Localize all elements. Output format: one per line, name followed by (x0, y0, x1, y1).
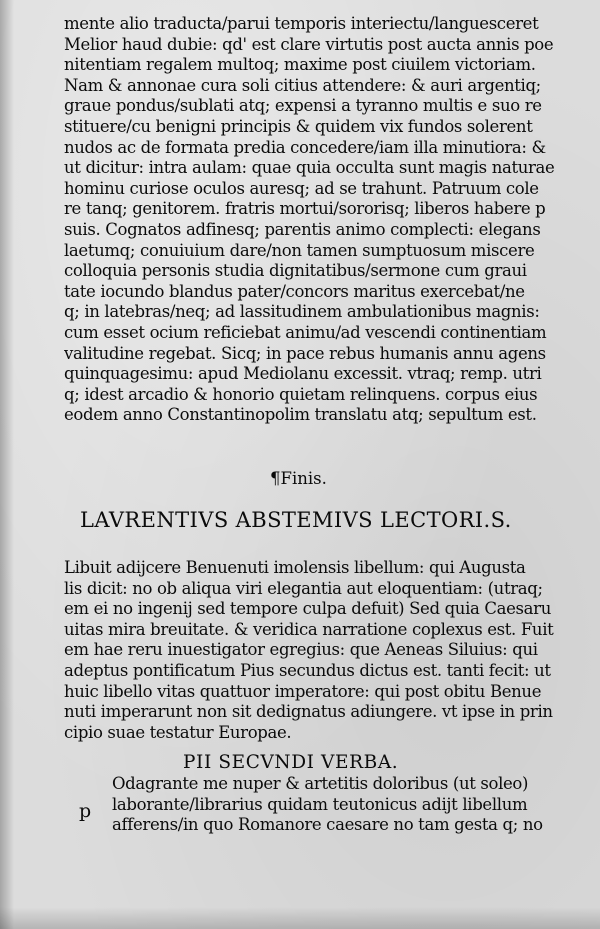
text-line: lis dicit: no ob aliqua viri elegantia aut eloquentiam: (utraq; (64, 578, 543, 598)
guide-letter: p (79, 800, 92, 822)
text-line: nudos ac de formata predia concedere/iam illa minutiora: & (64, 137, 546, 157)
text-line: Nam & annonae cura soli citius attendere: & auri argentiq; (64, 75, 541, 95)
text-line: q; idest arcadio & honorio quietam relinquens. corpus eius (64, 384, 538, 404)
text-line: cipio suae testatur Europae. (64, 722, 292, 742)
verba-text-block (112, 774, 574, 836)
text-line: em ei no ingenij sed tempore culpa defuit) Sed quia Caesaru (64, 599, 551, 619)
preface-text-block (64, 558, 574, 743)
text-line: stituere/cu benigni principis & quidem vix fundos solerent (64, 116, 533, 136)
page-bottom-shadow (0, 907, 600, 929)
text-line: laborante/librarius quidam teutonicus adijt libellum (112, 794, 528, 814)
text-line: graue pondus/sublati atq; expensi a tyranno multis e suo re (64, 96, 542, 116)
text-line: quinquagesimu: apud Mediolanu excessit. vtraq; remp. utri (64, 364, 542, 384)
text-line: huic libello vitas quattuor imperatore: qui post obitu Benue (64, 681, 542, 701)
finis-mark: ¶Finis. (270, 469, 327, 488)
text-line: uitas mira breuitate. & veridica narratione coplexus est. Fuit (64, 619, 554, 639)
text-line: eodem anno Constantinopolim translatu atq; sepultum est. (64, 405, 537, 425)
text-line: Melior haud dubie: qd' est clare virtutis post aucta annis poe (64, 34, 554, 54)
text-line: valitudine regebat. Sicq; in pace rebus humanis annu agens (64, 343, 546, 363)
page-edge-shadow (0, 0, 14, 929)
text-line: em hae reru inuestigator egregius: que Aeneas Siluius: qui (64, 640, 538, 660)
text-line: suis. Cognatos adfinesq; parentis animo complecti: elegans (64, 219, 541, 239)
text-line: Libuit adijcere Benuenuti imolensis libellum: qui Augusta (64, 558, 526, 577)
text-line: nitentiam regalem multoq; maxime post ciuilem victoriam. (64, 55, 536, 75)
text-line: q; in latebras/neq; ad lassitudinem ambulationibus magnis: (64, 302, 540, 322)
text-line: ut dicitur: intra aulam: quae quia occulta sunt magis naturae (64, 158, 555, 178)
text-line: nuti imperarunt non sit dedignatus adiungere. vt ipse in prin (64, 702, 553, 722)
text-line: afferens/in quo Romanore caesare no tam gesta q; no (112, 815, 543, 835)
text-line: colloquia personis studia dignitatibus/sermone cum graui (64, 261, 527, 281)
text-line: Odagrante me nuper & artetitis doloribus (ut soleo) (112, 774, 529, 793)
section-heading-lectori: LAVRENTIVS ABSTEMIVS LECTORI.S. (80, 508, 512, 532)
text-line: tate iocundo blandus pater/concors maritus exercebat/ne (64, 281, 525, 301)
text-line: re tanq; genitorem. fratris mortui/sororisq; liberos habere p (64, 199, 546, 219)
section-heading-pii-secundi: PII SECVNDI VERBA. (183, 752, 399, 773)
text-line: laetumq; conuiuium dare/non tamen sumptuosum miscere (64, 240, 535, 260)
text-line: mente alio traducta/parui temporis interiectu/languesceret (64, 14, 539, 33)
text-line: adeptus pontificatum Pius secundus dictus est. tanti fecit: ut (64, 660, 551, 680)
text-line: hominu curiose oculos auresq; ad se trahunt. Patruum cole (64, 178, 539, 198)
main-text-block (64, 14, 574, 426)
text-line: cum esset ocium reficiebat animu/ad vescendi continentiam (64, 322, 547, 342)
